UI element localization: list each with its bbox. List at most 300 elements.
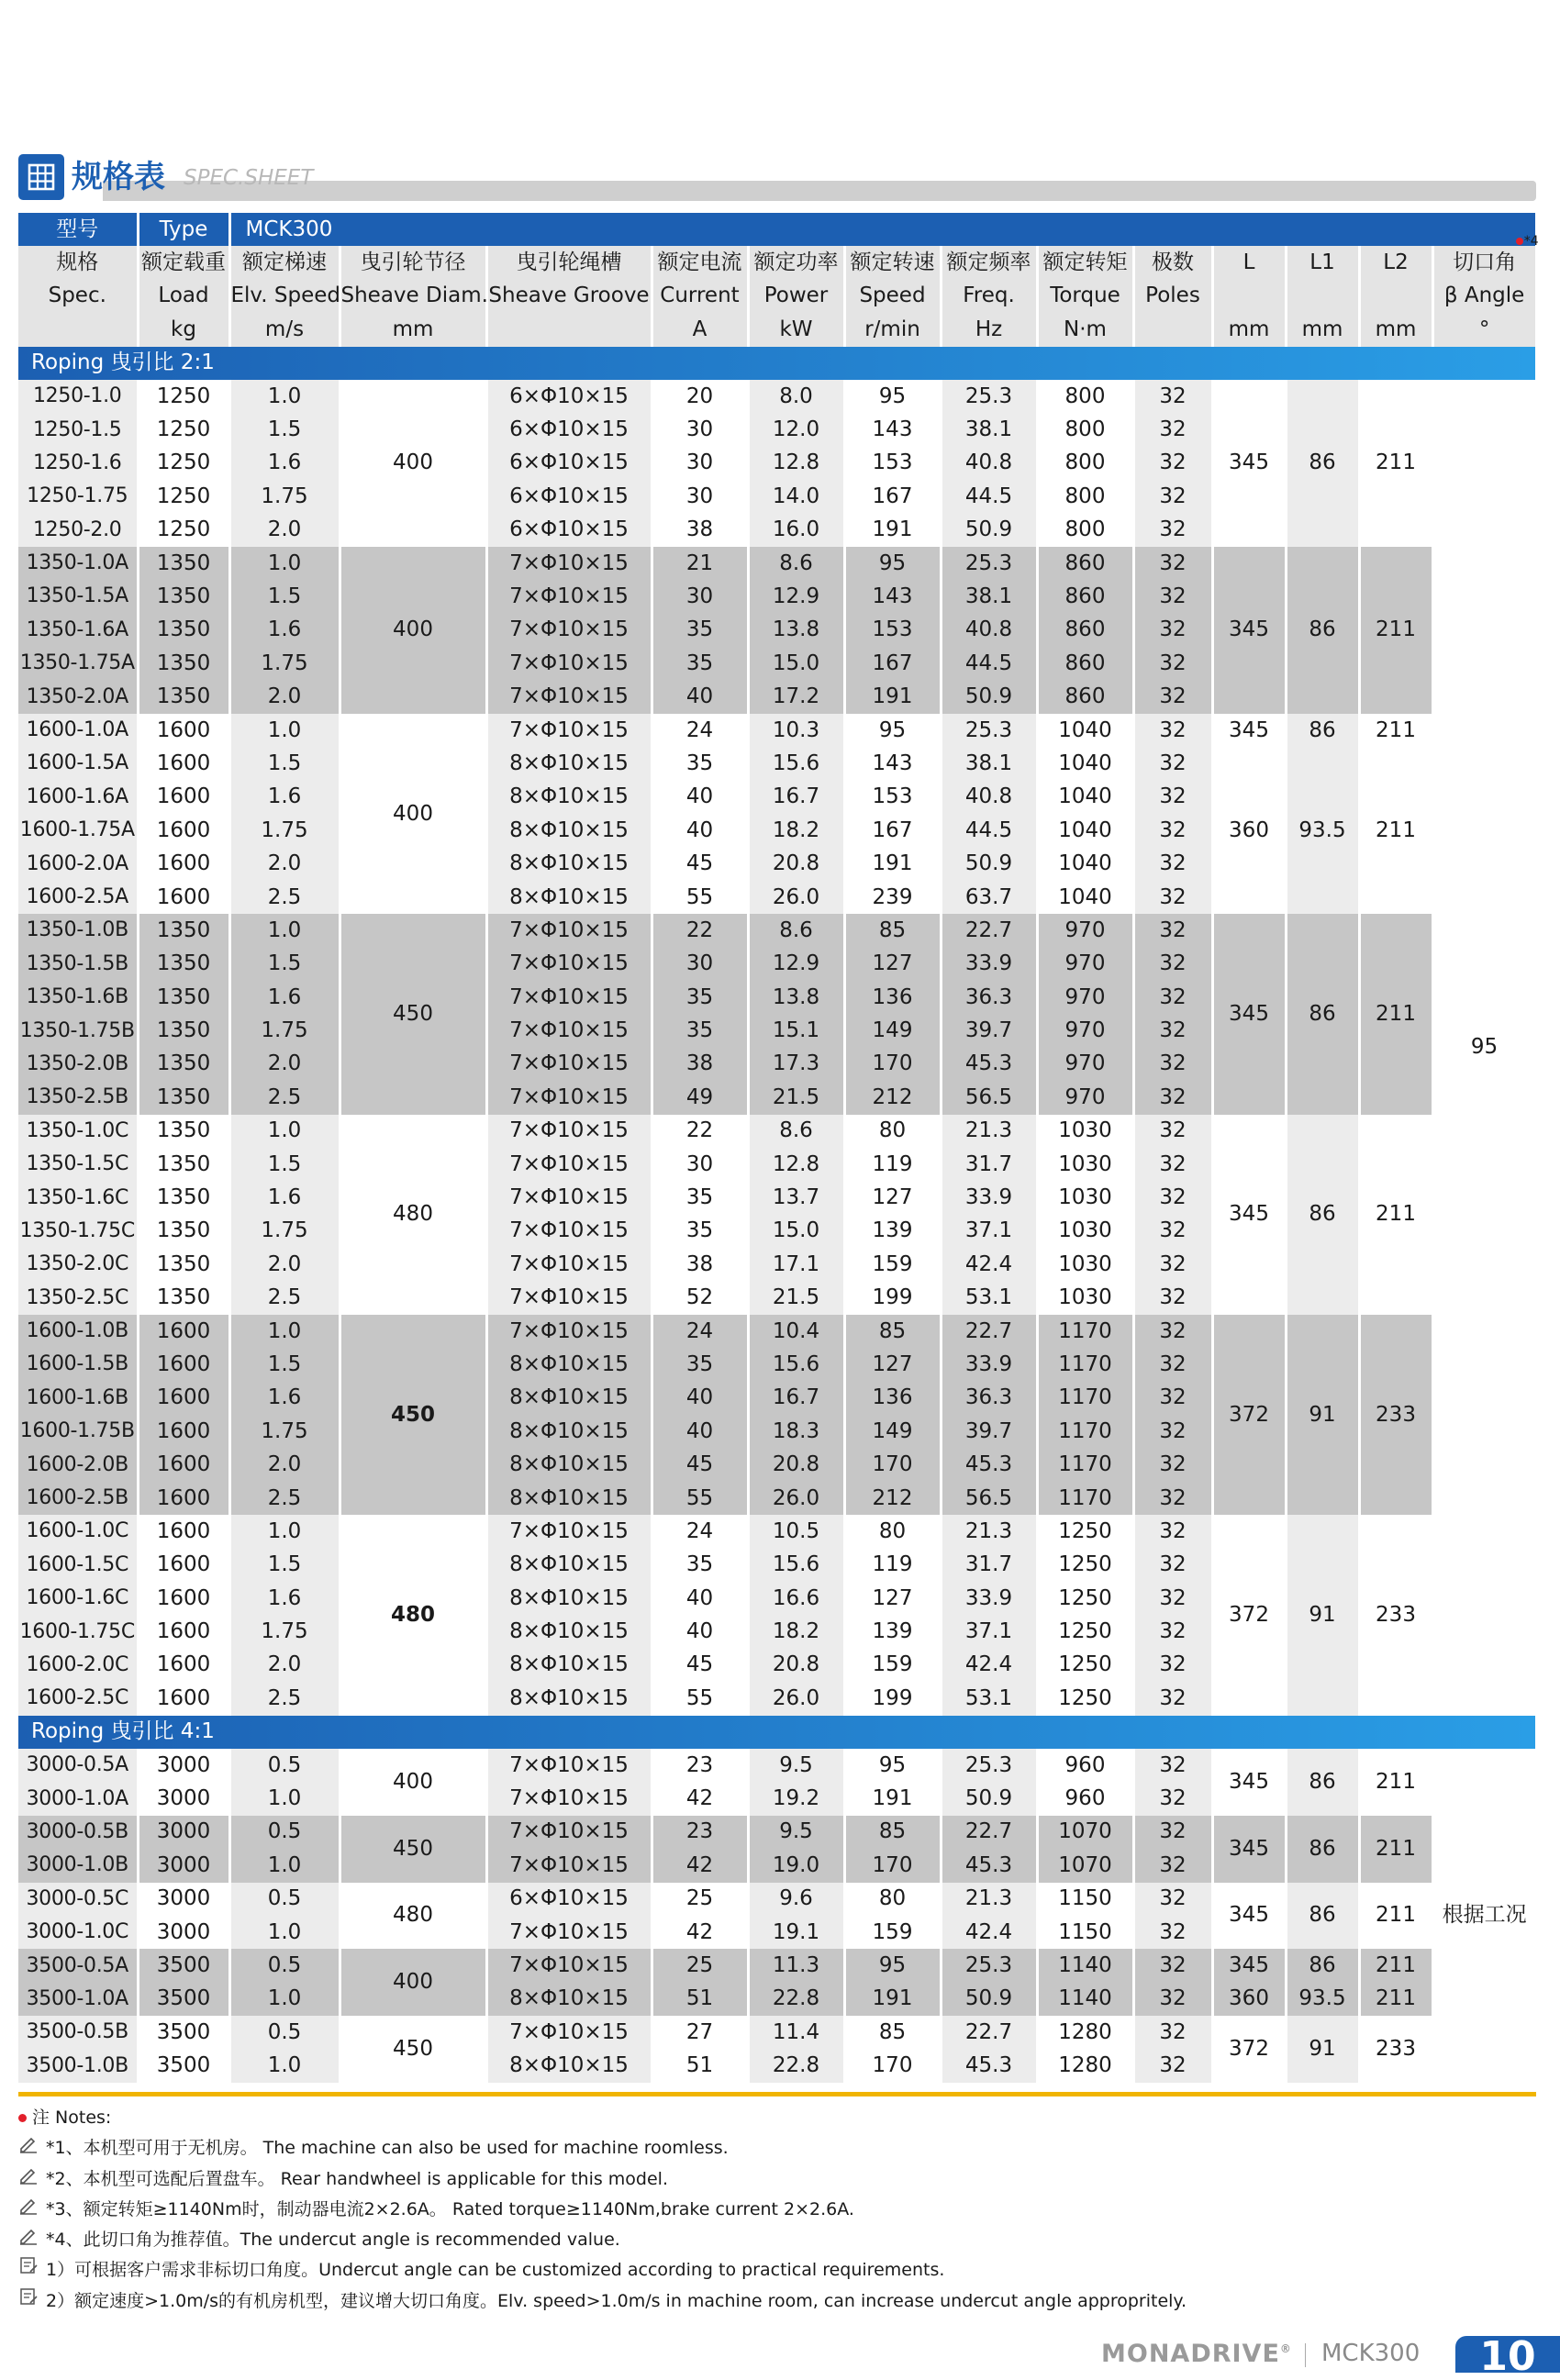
cell-load: 1600: [138, 1515, 229, 1548]
cell-poles: 32: [1133, 380, 1212, 413]
cell-power: 8.0: [748, 380, 844, 413]
cell-speed: 1.5: [229, 1148, 340, 1181]
cell-spec: 1600-2.0B: [18, 1448, 138, 1481]
cell-speed: 1.75: [229, 1014, 340, 1047]
cell-L2: 233: [1359, 2016, 1432, 2083]
cell-spec: 1350-1.6A: [18, 614, 138, 647]
cell-torque: 860: [1037, 680, 1133, 713]
cell-freq: 38.1: [941, 747, 1037, 780]
cell-groove: 6×Φ10×15: [486, 480, 652, 513]
cell-load: 1600: [138, 714, 229, 747]
cell-load: 3000: [138, 1782, 229, 1815]
cell-freq: 31.7: [941, 1148, 1037, 1181]
column-header: 极数: [1133, 246, 1212, 279]
cell-groove: 7×Φ10×15: [486, 1949, 652, 1982]
cell-current: 40: [652, 1415, 748, 1448]
cell-poles: 32: [1133, 1949, 1212, 1982]
pencil-icon: [18, 2164, 40, 2195]
cell-freq: 56.5: [941, 1482, 1037, 1515]
cell-rpm: 136: [844, 1382, 941, 1415]
cell-power: 26.0: [748, 1682, 844, 1715]
cell-speed: 1.75: [229, 1615, 340, 1648]
cell-speed: 1.0: [229, 1515, 340, 1548]
cell-poles: 32: [1133, 1048, 1212, 1081]
cell-L1: 86: [1286, 547, 1359, 714]
cell-spec: 1350-1.75B: [18, 1014, 138, 1047]
cell-spec: 1350-1.6B: [18, 981, 138, 1014]
cell-spec: 1250-1.75: [18, 480, 138, 513]
column-header: [1359, 280, 1432, 313]
cell-poles: 32: [1133, 1649, 1212, 1682]
cell-freq: 33.9: [941, 948, 1037, 981]
cell-power: 21.5: [748, 1282, 844, 1315]
cell-L1: 91: [1286, 2016, 1359, 2083]
cell-groove: 7×Φ10×15: [486, 2016, 652, 2049]
cell-sheave-diam: 400: [340, 714, 486, 914]
cell-rpm: 167: [844, 814, 941, 847]
note-text: *2、本机型可选配后置盘车。 Rear handwheel is applicable for this model.: [46, 2168, 668, 2189]
table-row: [18, 1949, 1536, 1982]
cell-poles: 32: [1133, 1115, 1212, 1148]
cell-current: 55: [652, 881, 748, 914]
cell-speed: 1.0: [229, 1916, 340, 1949]
cell-rpm: 143: [844, 413, 941, 446]
cell-L1: 86: [1286, 714, 1359, 747]
cell-power: 8.6: [748, 547, 844, 580]
cell-torque: 1140: [1037, 1983, 1133, 2016]
table-row: [18, 747, 1536, 780]
cell-torque: 1070: [1037, 1816, 1133, 1849]
header-row-cn: [18, 246, 1536, 279]
cell-torque: 1140: [1037, 1949, 1133, 1982]
cell-L1: 91: [1286, 1315, 1359, 1515]
cell-poles: 32: [1133, 2016, 1212, 2049]
column-header: Current: [652, 280, 748, 313]
cell-power: 9.6: [748, 1883, 844, 1916]
cell-spec: 3500-0.5B: [18, 2016, 138, 2049]
cell-speed: 1.0: [229, 380, 340, 413]
cell-poles: 32: [1133, 1348, 1212, 1381]
column-header: mm: [1359, 313, 1432, 346]
cell-poles: 32: [1133, 1248, 1212, 1281]
cell-poles: 32: [1133, 2049, 1212, 2082]
cell-load: 1600: [138, 1615, 229, 1648]
cell-rpm: 170: [844, 2049, 941, 2082]
cell-torque: 1250: [1037, 1582, 1133, 1615]
cell-power: 17.3: [748, 1048, 844, 1081]
cell-power: 19.0: [748, 1849, 844, 1882]
cell-freq: 36.3: [941, 981, 1037, 1014]
brand-logo: MONADRIVE®: [1101, 2340, 1292, 2368]
cell-power: 15.0: [748, 647, 844, 680]
cell-load: 1250: [138, 480, 229, 513]
column-header: 切口角 *4: [1432, 246, 1536, 279]
cell-poles: 32: [1133, 1482, 1212, 1515]
cell-poles: 32: [1133, 1883, 1212, 1916]
cell-current: 35: [652, 1348, 748, 1381]
cell-poles: 32: [1133, 1816, 1212, 1849]
cell-speed: 1.0: [229, 714, 340, 747]
cell-torque: 1030: [1037, 1248, 1133, 1281]
cell-poles: 32: [1133, 1549, 1212, 1582]
model-row: [18, 213, 1536, 246]
notes: [18, 2103, 1536, 2317]
cell-spec: 1600-2.0C: [18, 1649, 138, 1682]
cell-groove: 7×Φ10×15: [486, 1215, 652, 1248]
cell-L2: 211: [1359, 1115, 1432, 1315]
cell-spec: 1250-2.0: [18, 514, 138, 547]
cell-poles: 32: [1133, 1215, 1212, 1248]
cell-freq: 42.4: [941, 1916, 1037, 1949]
cell-groove: 8×Φ10×15: [486, 2049, 652, 2082]
cell-power: 18.3: [748, 1415, 844, 1448]
cell-load: 3500: [138, 2016, 229, 2049]
cell-groove: 7×Φ10×15: [486, 948, 652, 981]
cell-poles: 32: [1133, 680, 1212, 713]
column-header: [18, 313, 138, 346]
cell-rpm: 212: [844, 1081, 941, 1114]
cell-poles: 32: [1133, 1448, 1212, 1481]
cell-sheave-diam: 480: [340, 1515, 486, 1715]
cell-torque: 860: [1037, 547, 1133, 580]
cell-load: 1600: [138, 1582, 229, 1615]
cell-speed: 2.0: [229, 1248, 340, 1281]
cell-load: 1600: [138, 781, 229, 814]
cell-load: 1600: [138, 1549, 229, 1582]
table-row: [18, 1883, 1536, 1916]
cell-groove: 8×Φ10×15: [486, 1983, 652, 2016]
note-text: 1）可根据客户需求非标切口角度。Undercut angle can be customized according to practical requirements.: [46, 2260, 945, 2281]
cell-speed: 0.5: [229, 1949, 340, 1982]
column-header: 额定功率: [748, 246, 844, 279]
cell-groove: 6×Φ10×15: [486, 514, 652, 547]
cell-freq: 25.3: [941, 1949, 1037, 1982]
cell-torque: 860: [1037, 580, 1133, 613]
cell-speed: 1.0: [229, 1849, 340, 1882]
cell-freq: 22.7: [941, 2016, 1037, 2049]
cell-L2: 233: [1359, 1515, 1432, 1715]
cell-poles: 32: [1133, 814, 1212, 847]
cell-groove: 7×Φ10×15: [486, 1014, 652, 1047]
cell-power: 22.8: [748, 1983, 844, 2016]
column-header: [1133, 313, 1212, 346]
cell-poles: 32: [1133, 614, 1212, 647]
cell-freq: 25.3: [941, 380, 1037, 413]
table-row: [18, 380, 1536, 413]
cell-freq: 45.3: [941, 1448, 1037, 1481]
cell-spec: 1350-1.5B: [18, 948, 138, 981]
cell-speed: 2.0: [229, 680, 340, 713]
cell-power: 15.0: [748, 1215, 844, 1248]
cell-load: 1250: [138, 413, 229, 446]
cell-torque: 1170: [1037, 1482, 1133, 1515]
cell-poles: 32: [1133, 1315, 1212, 1348]
cell-torque: 1170: [1037, 1315, 1133, 1348]
cell-rpm: 95: [844, 547, 941, 580]
cell-groove: 8×Φ10×15: [486, 1448, 652, 1481]
cell-power: 12.8: [748, 447, 844, 480]
cell-spec: 1350-2.5C: [18, 1282, 138, 1315]
cell-poles: 32: [1133, 981, 1212, 1014]
cell-speed: 1.6: [229, 781, 340, 814]
footer-model: MCK300: [1321, 2340, 1421, 2367]
cell-torque: 1280: [1037, 2049, 1133, 2082]
cell-load: 1600: [138, 1649, 229, 1682]
cell-current: 35: [652, 1215, 748, 1248]
column-header: Speed: [844, 280, 941, 313]
cell-speed: 2.0: [229, 1649, 340, 1682]
cell-groove: 7×Φ10×15: [486, 1816, 652, 1849]
cell-rpm: 167: [844, 647, 941, 680]
cell-groove: 8×Φ10×15: [486, 781, 652, 814]
cell-power: 8.6: [748, 1115, 844, 1148]
cell-freq: 33.9: [941, 1181, 1037, 1214]
cell-L2: 233: [1359, 1315, 1432, 1515]
cell-power: 20.8: [748, 847, 844, 880]
cell-current: 35: [652, 647, 748, 680]
cell-speed: 2.0: [229, 1048, 340, 1081]
cell-rpm: 153: [844, 614, 941, 647]
cell-power: 10.4: [748, 1315, 844, 1348]
cell-spec: 1600-1.0B: [18, 1315, 138, 1348]
page-subtitle: SPEC.SHEET: [184, 166, 314, 190]
cell-rpm: 199: [844, 1282, 941, 1315]
cell-current: 35: [652, 1181, 748, 1214]
cell-spec: 3000-0.5B: [18, 1816, 138, 1849]
cell-speed: 1.5: [229, 948, 340, 981]
cell-speed: 2.5: [229, 1482, 340, 1515]
cell-load: 3500: [138, 1949, 229, 1982]
cell-spec: 1600-2.5A: [18, 881, 138, 914]
cell-torque: 1250: [1037, 1515, 1133, 1548]
cell-groove: 7×Φ10×15: [486, 1315, 652, 1348]
cell-current: 42: [652, 1849, 748, 1882]
cell-torque: 1170: [1037, 1448, 1133, 1481]
cell-L1: 86: [1286, 1115, 1359, 1315]
cell-spec: 1600-1.0A: [18, 714, 138, 747]
cell-torque: 1170: [1037, 1348, 1133, 1381]
pencil-icon: [18, 2195, 40, 2225]
cell-current: 35: [652, 747, 748, 780]
column-header: A: [652, 313, 748, 346]
column-header: L: [1212, 246, 1286, 279]
table-row: [18, 1749, 1536, 1782]
column-header: L2: [1359, 246, 1432, 279]
cell-current: 30: [652, 580, 748, 613]
cell-poles: 32: [1133, 480, 1212, 513]
cell-freq: 45.3: [941, 1048, 1037, 1081]
model-label-cn: 型号: [18, 213, 138, 246]
cell-L1: 86: [1286, 380, 1359, 547]
column-header: mm: [1212, 313, 1286, 346]
cell-current: 22: [652, 1115, 748, 1148]
note-item: [18, 2286, 1536, 2317]
cell-spec: 1350-1.5A: [18, 580, 138, 613]
cell-spec: 1350-2.0C: [18, 1248, 138, 1281]
cell-poles: 32: [1133, 447, 1212, 480]
cell-rpm: 85: [844, 1816, 941, 1849]
cell-sheave-diam: 480: [340, 1115, 486, 1315]
cell-load: 3000: [138, 1916, 229, 1949]
cell-load: 3000: [138, 1749, 229, 1782]
table-row: [18, 1515, 1536, 1548]
cell-power: 12.0: [748, 413, 844, 446]
cell-L2: 211: [1359, 914, 1432, 1114]
cell-power: 12.9: [748, 948, 844, 981]
cell-spec: 1350-2.5B: [18, 1081, 138, 1114]
cell-load: 3500: [138, 2049, 229, 2082]
cell-rpm: 80: [844, 1115, 941, 1148]
cell-spec: 1350-1.0A: [18, 547, 138, 580]
column-header: N·m: [1037, 313, 1133, 346]
cell-torque: 800: [1037, 447, 1133, 480]
cell-current: 55: [652, 1482, 748, 1515]
cell-groove: 6×Φ10×15: [486, 1883, 652, 1916]
cell-sheave-diam: 450: [340, 1816, 486, 1883]
cell-freq: 25.3: [941, 1749, 1037, 1782]
cell-poles: 32: [1133, 1682, 1212, 1715]
cell-rpm: 95: [844, 380, 941, 413]
cell-load: 1350: [138, 547, 229, 580]
header-row-unit: [18, 313, 1536, 346]
note-item: [18, 2164, 1536, 2195]
cell-load: 1350: [138, 914, 229, 947]
cell-L2: 211: [1359, 1983, 1432, 2016]
cell-freq: 45.3: [941, 2049, 1037, 2082]
table-row: [18, 1983, 1536, 2016]
cell-torque: 860: [1037, 647, 1133, 680]
cell-rpm: 191: [844, 514, 941, 547]
column-header: Hz: [941, 313, 1037, 346]
cell-load: 1350: [138, 1181, 229, 1214]
cell-L: 372: [1212, 2016, 1286, 2083]
cell-freq: 44.5: [941, 814, 1037, 847]
cell-spec: 1600-1.75C: [18, 1615, 138, 1648]
cell-speed: 1.75: [229, 814, 340, 847]
cell-freq: 33.9: [941, 1348, 1037, 1381]
cell-groove: 8×Φ10×15: [486, 1549, 652, 1582]
cell-poles: 32: [1133, 1382, 1212, 1415]
cell-current: 23: [652, 1749, 748, 1782]
cell-current: 51: [652, 2049, 748, 2082]
cell-power: 22.8: [748, 2049, 844, 2082]
cell-rpm: 159: [844, 1916, 941, 1949]
cell-L2: 211: [1359, 380, 1432, 547]
column-header: Load: [138, 280, 229, 313]
cell-load: 1350: [138, 1014, 229, 1047]
cell-groove: 7×Φ10×15: [486, 614, 652, 647]
cell-load: 1350: [138, 647, 229, 680]
column-header: 额定载重: [138, 246, 229, 279]
column-header: 额定频率: [941, 246, 1037, 279]
section-header: [18, 154, 1536, 206]
section-heading: [18, 1716, 1536, 1749]
note-item: [18, 2255, 1536, 2285]
cell-spec: 1600-1.5A: [18, 747, 138, 780]
cell-power: 20.8: [748, 1649, 844, 1682]
cell-freq: 42.4: [941, 1649, 1037, 1682]
cell-spec: 1600-1.75B: [18, 1415, 138, 1448]
cell-spec: 1250-1.5: [18, 413, 138, 446]
cell-torque: 960: [1037, 1782, 1133, 1815]
cell-freq: 50.9: [941, 680, 1037, 713]
cell-current: 30: [652, 948, 748, 981]
cell-groove: 7×Φ10×15: [486, 1115, 652, 1148]
cell-current: 40: [652, 781, 748, 814]
cell-load: 1350: [138, 1115, 229, 1148]
cell-groove: 7×Φ10×15: [486, 1081, 652, 1114]
cell-current: 25: [652, 1949, 748, 1982]
cell-load: 1350: [138, 680, 229, 713]
cell-freq: 22.7: [941, 1315, 1037, 1348]
cell-freq: 22.7: [941, 1816, 1037, 1849]
cell-freq: 53.1: [941, 1682, 1037, 1715]
cell-speed: 1.6: [229, 981, 340, 1014]
cell-freq: 40.8: [941, 781, 1037, 814]
cell-rpm: 95: [844, 1949, 941, 1982]
cell-groove: 7×Φ10×15: [486, 1181, 652, 1214]
cell-groove: 7×Φ10×15: [486, 1148, 652, 1181]
cell-L1: 86: [1286, 1883, 1359, 1950]
cell-poles: 32: [1133, 514, 1212, 547]
cell-speed: 1.0: [229, 914, 340, 947]
cell-L: 372: [1212, 1515, 1286, 1715]
cell-load: 1350: [138, 1048, 229, 1081]
cell-current: 27: [652, 2016, 748, 2049]
cell-current: 45: [652, 847, 748, 880]
cell-torque: 1030: [1037, 1282, 1133, 1315]
cell-load: 1350: [138, 580, 229, 613]
cell-power: 11.3: [748, 1949, 844, 1982]
column-header: Spec.: [18, 280, 138, 313]
cell-poles: 32: [1133, 1181, 1212, 1214]
cell-freq: 42.4: [941, 1248, 1037, 1281]
cell-torque: 1030: [1037, 1148, 1133, 1181]
cell-spec: 1600-1.5C: [18, 1549, 138, 1582]
cell-spec: 1250-1.6: [18, 447, 138, 480]
cell-torque: 960: [1037, 1749, 1133, 1782]
cell-poles: 32: [1133, 1415, 1212, 1448]
cell-speed: 2.0: [229, 847, 340, 880]
cell-torque: 1040: [1037, 814, 1133, 847]
cell-groove: 7×Φ10×15: [486, 1749, 652, 1782]
cell-freq: 21.3: [941, 1115, 1037, 1148]
cell-poles: 32: [1133, 747, 1212, 780]
cell-current: 24: [652, 1315, 748, 1348]
cell-groove: 8×Φ10×15: [486, 747, 652, 780]
cell-rpm: 149: [844, 1014, 941, 1047]
cell-torque: 1040: [1037, 747, 1133, 780]
cell-current: 35: [652, 1549, 748, 1582]
header-bar: [103, 181, 1536, 201]
cell-groove: 8×Φ10×15: [486, 1415, 652, 1448]
cell-power: 9.5: [748, 1816, 844, 1849]
cell-load: 1250: [138, 447, 229, 480]
cell-freq: 39.7: [941, 1415, 1037, 1448]
cell-L: 345: [1212, 1115, 1286, 1315]
cell-current: 38: [652, 1248, 748, 1281]
cell-rpm: 170: [844, 1048, 941, 1081]
cell-speed: 1.6: [229, 1382, 340, 1415]
cell-rpm: 95: [844, 1749, 941, 1782]
cell-speed: 2.5: [229, 1282, 340, 1315]
cell-rpm: 85: [844, 2016, 941, 2049]
cell-groove: 7×Φ10×15: [486, 1048, 652, 1081]
cell-speed: 0.5: [229, 1749, 340, 1782]
cell-power: 8.6: [748, 914, 844, 947]
cell-load: 1350: [138, 1148, 229, 1181]
cell-groove: 7×Φ10×15: [486, 1916, 652, 1949]
